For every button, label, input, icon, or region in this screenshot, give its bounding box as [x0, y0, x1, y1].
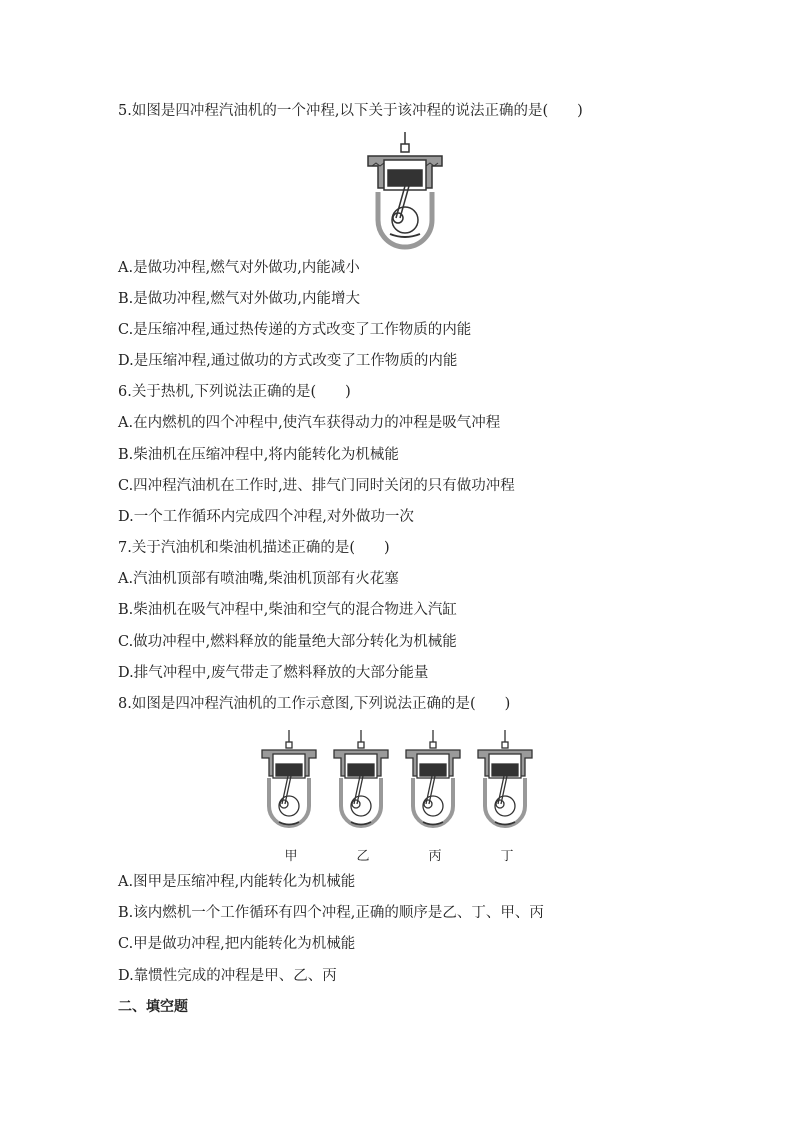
- q6-stem: 6.关于热机,下列说法正确的是( ): [118, 384, 351, 400]
- q7-option-b: B.柴油机在吸气冲程中,柴油和空气的混合物进入汽缸: [118, 602, 457, 618]
- section-fill-in-title: 二、填空题: [118, 999, 188, 1015]
- q6-option-c: C.四冲程汽油机在工作时,进、排气门同时关闭的只有做功冲程: [118, 478, 515, 494]
- q7-option-a: A.汽油机顶部有喷油嘴,柴油机顶部有火花塞: [118, 571, 399, 587]
- q5-engine-diagram: [360, 130, 450, 250]
- q7-option-d: D.排气冲程中,废气带走了燃料释放的大部分能量: [118, 665, 429, 681]
- q8-option-d: D.靠惯性完成的冲程是甲、乙、丙: [118, 968, 337, 984]
- q5-option-b: B.是做功冲程,燃气对外做功,内能增大: [118, 291, 360, 307]
- q8-caption-jia: 甲: [284, 849, 298, 864]
- q5-option-c: C.是压缩冲程,通过热传递的方式改变了工作物质的内能: [118, 322, 472, 338]
- q8-caption-yi: 乙: [356, 849, 370, 864]
- q6-option-a: A.在内燃机的四个冲程中,使汽车获得动力的冲程是吸气冲程: [118, 415, 501, 431]
- q6-option-b: B.柴油机在压缩冲程中,将内能转化为机械能: [118, 447, 399, 463]
- q8-caption-bing: 丙: [428, 849, 442, 864]
- q8-option-c: C.甲是做功冲程,把内能转化为机械能: [118, 936, 356, 952]
- q8-engine-diagrams: [257, 726, 537, 844]
- q8-option-b: B.该内燃机一个工作循环有四个冲程,正确的顺序是乙、丁、甲、丙: [118, 905, 544, 921]
- q8-option-a: A.图甲是压缩冲程,内能转化为机械能: [118, 874, 356, 890]
- q6-option-d: D.一个工作循环内完成四个冲程,对外做功一次: [118, 509, 414, 525]
- q5-stem: 5.如图是四冲程汽油机的一个冲程,以下关于该冲程的说法正确的是( ): [118, 103, 583, 119]
- q5-option-d: D.是压缩冲程,通过做功的方式改变了工作物质的内能: [118, 353, 458, 369]
- q5-option-a: A.是做功冲程,燃气对外做功,内能减小: [118, 260, 360, 276]
- q8-caption-ding: 丁: [500, 849, 514, 864]
- q8-stem: 8.如图是四冲程汽油机的工作示意图,下列说法正确的是( ): [118, 696, 511, 712]
- q7-stem: 7.关于汽油机和柴油机描述正确的是( ): [118, 540, 390, 556]
- q7-option-c: C.做功冲程中,燃料释放的能量绝大部分转化为机械能: [118, 634, 457, 650]
